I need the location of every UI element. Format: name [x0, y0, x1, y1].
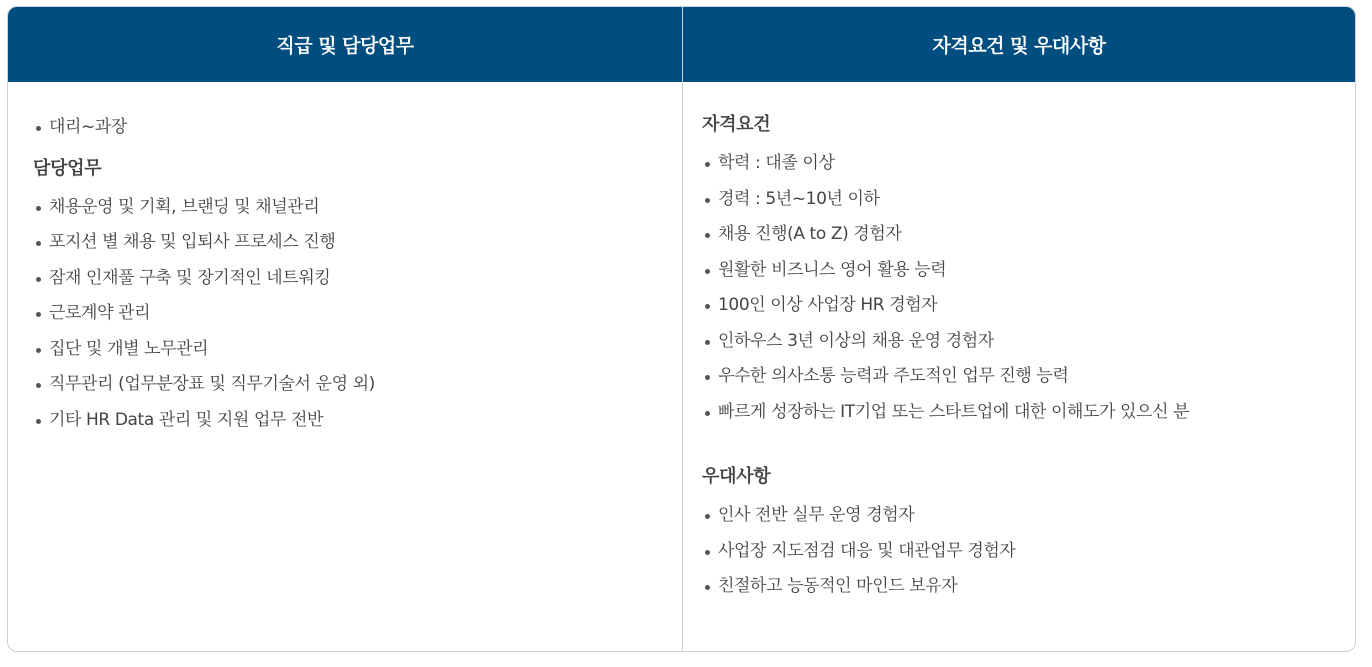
list-item: 100인 이상 사업장 HR 경험자: [702, 288, 1330, 324]
duties-list: [33, 190, 657, 439]
list-item: 경력 : 5년~10년 이하: [702, 182, 1330, 218]
list-item: 학력 : 대졸 이상: [702, 146, 1330, 182]
list-item: 근로계약 관리: [33, 296, 657, 332]
column-header-position-duties: 직급 및 담당업무: [8, 7, 682, 82]
list-item: 직무관리 (업무분장표 및 직무기술서 운영 외): [33, 367, 657, 403]
job-info-table: [7, 6, 1356, 652]
list-item: 우수한 의사소통 능력과 주도적인 업무 진행 능력: [702, 359, 1330, 395]
list-item: 친절하고 능동적인 마인드 보유자: [702, 569, 1330, 605]
list-item: 대리~과장: [33, 110, 657, 146]
column-body-position-duties: [8, 82, 682, 458]
list-item: 집단 및 개별 노무관리: [33, 332, 657, 368]
list-item: 인사 전반 실무 운영 경험자: [702, 498, 1330, 534]
column-header-requirements-preferred: 자격요건 및 우대사항: [683, 7, 1355, 82]
section-title-requirements: 자격요건: [702, 114, 771, 135]
list-item: 원활한 비즈니스 영어 활용 능력: [702, 253, 1330, 289]
list-item: 사업장 지도점검 대응 및 대관업무 경험자: [702, 534, 1330, 570]
preferred-list: [702, 498, 1330, 605]
rank-list: [33, 110, 657, 146]
column-position-duties: [8, 7, 683, 651]
requirements-list: [702, 146, 1330, 430]
column-body-requirements-preferred: [683, 82, 1355, 625]
list-item: 인하우스 3년 이상의 채용 운영 경험자: [702, 324, 1330, 360]
list-item: 빠르게 성장하는 IT기업 또는 스타트업에 대한 이해도가 있으신 분: [702, 395, 1330, 431]
section-title-duties: 담당업무: [33, 157, 102, 179]
section-title-preferred: 우대사항: [702, 466, 771, 487]
list-item: 채용운영 및 기획, 브랜딩 및 채널관리: [33, 190, 657, 226]
list-item: 기타 HR Data 관리 및 지원 업무 전반: [33, 403, 657, 439]
list-item: 포지션 별 채용 및 입퇴사 프로세스 진행: [33, 225, 657, 261]
column-requirements-preferred: [683, 7, 1355, 651]
list-item: 잠재 인재풀 구축 및 장기적인 네트워킹: [33, 261, 657, 297]
list-item: 채용 진행(A to Z) 경험자: [702, 217, 1330, 253]
